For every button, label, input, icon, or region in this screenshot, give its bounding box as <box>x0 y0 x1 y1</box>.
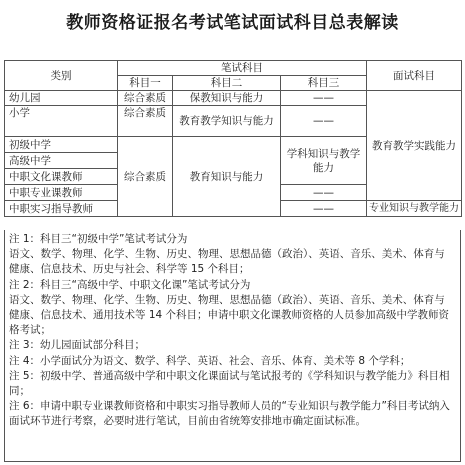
interview-main: 教育教学实践能力 <box>367 91 462 201</box>
row-junior-high-name: 初级中学 <box>5 137 118 153</box>
row-primary-s2: 教育教学知识与能力 <box>173 106 281 137</box>
note-1: 注 1：科目三“初级中学”笔试考试分为 <box>9 233 188 245</box>
row-voc-practice-name: 中职实习指导教师 <box>5 201 118 217</box>
row-primary-s3: —— <box>281 106 367 137</box>
page-title: 教师资格证报名考试笔试面试科目总表解读 <box>66 13 399 33</box>
row-senior-high-name: 高级中学 <box>5 153 118 169</box>
note-2-detail: 语文、数学、物理、化学、生物、历史、物理、思想品德（政治）、英语、音乐、美术、体育与健康、信息技术、通用技术等 14 个科目；申请中职文化课教师资格的人员参加高级中学教师资格考试； <box>9 293 450 337</box>
row-kindergarten-s1: 综合素质 <box>118 91 173 106</box>
header-written: 笔试科目 <box>118 61 367 76</box>
row-primary-s1: 综合素质 <box>118 106 173 137</box>
header-category: 类别 <box>5 61 118 91</box>
row-primary-name: 小学 <box>5 106 118 137</box>
notes-section <box>4 230 461 462</box>
note-4: 注 4：小学面试分为语文、数学、科学、英语、社会、音乐、体育、美术等 8 个学科； <box>9 354 411 367</box>
middle-s2: 教育知识与能力 <box>173 137 281 217</box>
row-voc-professional-name: 中职专业课教师 <box>5 185 118 201</box>
exam-subjects-table <box>4 60 462 217</box>
note-1-detail: 语文、数学、物理、化学、生物、历史、物理、思想品德（政治）、英语、音乐、美术、体育与健康、信息技术、历史与社会、科学等 15 个科目； <box>9 248 445 276</box>
interview-voc: 专业知识与教学能力 <box>367 201 462 217</box>
row-kindergarten-s2: 保教知识与能力 <box>173 91 281 106</box>
note-2: 注 2：科目三“高级中学、中职文化课”笔试考试分为 <box>9 278 251 291</box>
row-voc-professional-s3: —— <box>281 185 367 201</box>
row-voc-practice-s3: —— <box>281 201 367 217</box>
header-subject3: 科目三 <box>281 76 367 91</box>
header-subject1: 科目一 <box>118 76 173 91</box>
note-6: 注 6：申请中职专业课教师资格和中职实习指导教师人员的“专业知识与教学能力”科目考试纳入面试环节进行考察，必要时进行笔试，目前由省统筹安排地市确定面试标准。 <box>9 400 450 428</box>
middle-s3: 学科知识与教学能力 <box>281 137 367 185</box>
note-5: 注 5：初级中学、普通高级中学和中职文化课面试与笔试报考的《学科知识与教学能力》科目相同； <box>9 369 450 398</box>
header-interview: 面试科目 <box>367 61 462 91</box>
row-kindergarten-name: 幼儿园 <box>5 91 118 106</box>
middle-s1: 综合素质 <box>118 137 173 217</box>
header-subject2: 科目二 <box>173 76 281 91</box>
row-kindergarten-s3: —— <box>281 91 367 106</box>
note-3: 注 3：幼儿园面试部分科目； <box>9 339 146 352</box>
row-voc-culture-name: 中职文化课教师 <box>5 169 118 185</box>
